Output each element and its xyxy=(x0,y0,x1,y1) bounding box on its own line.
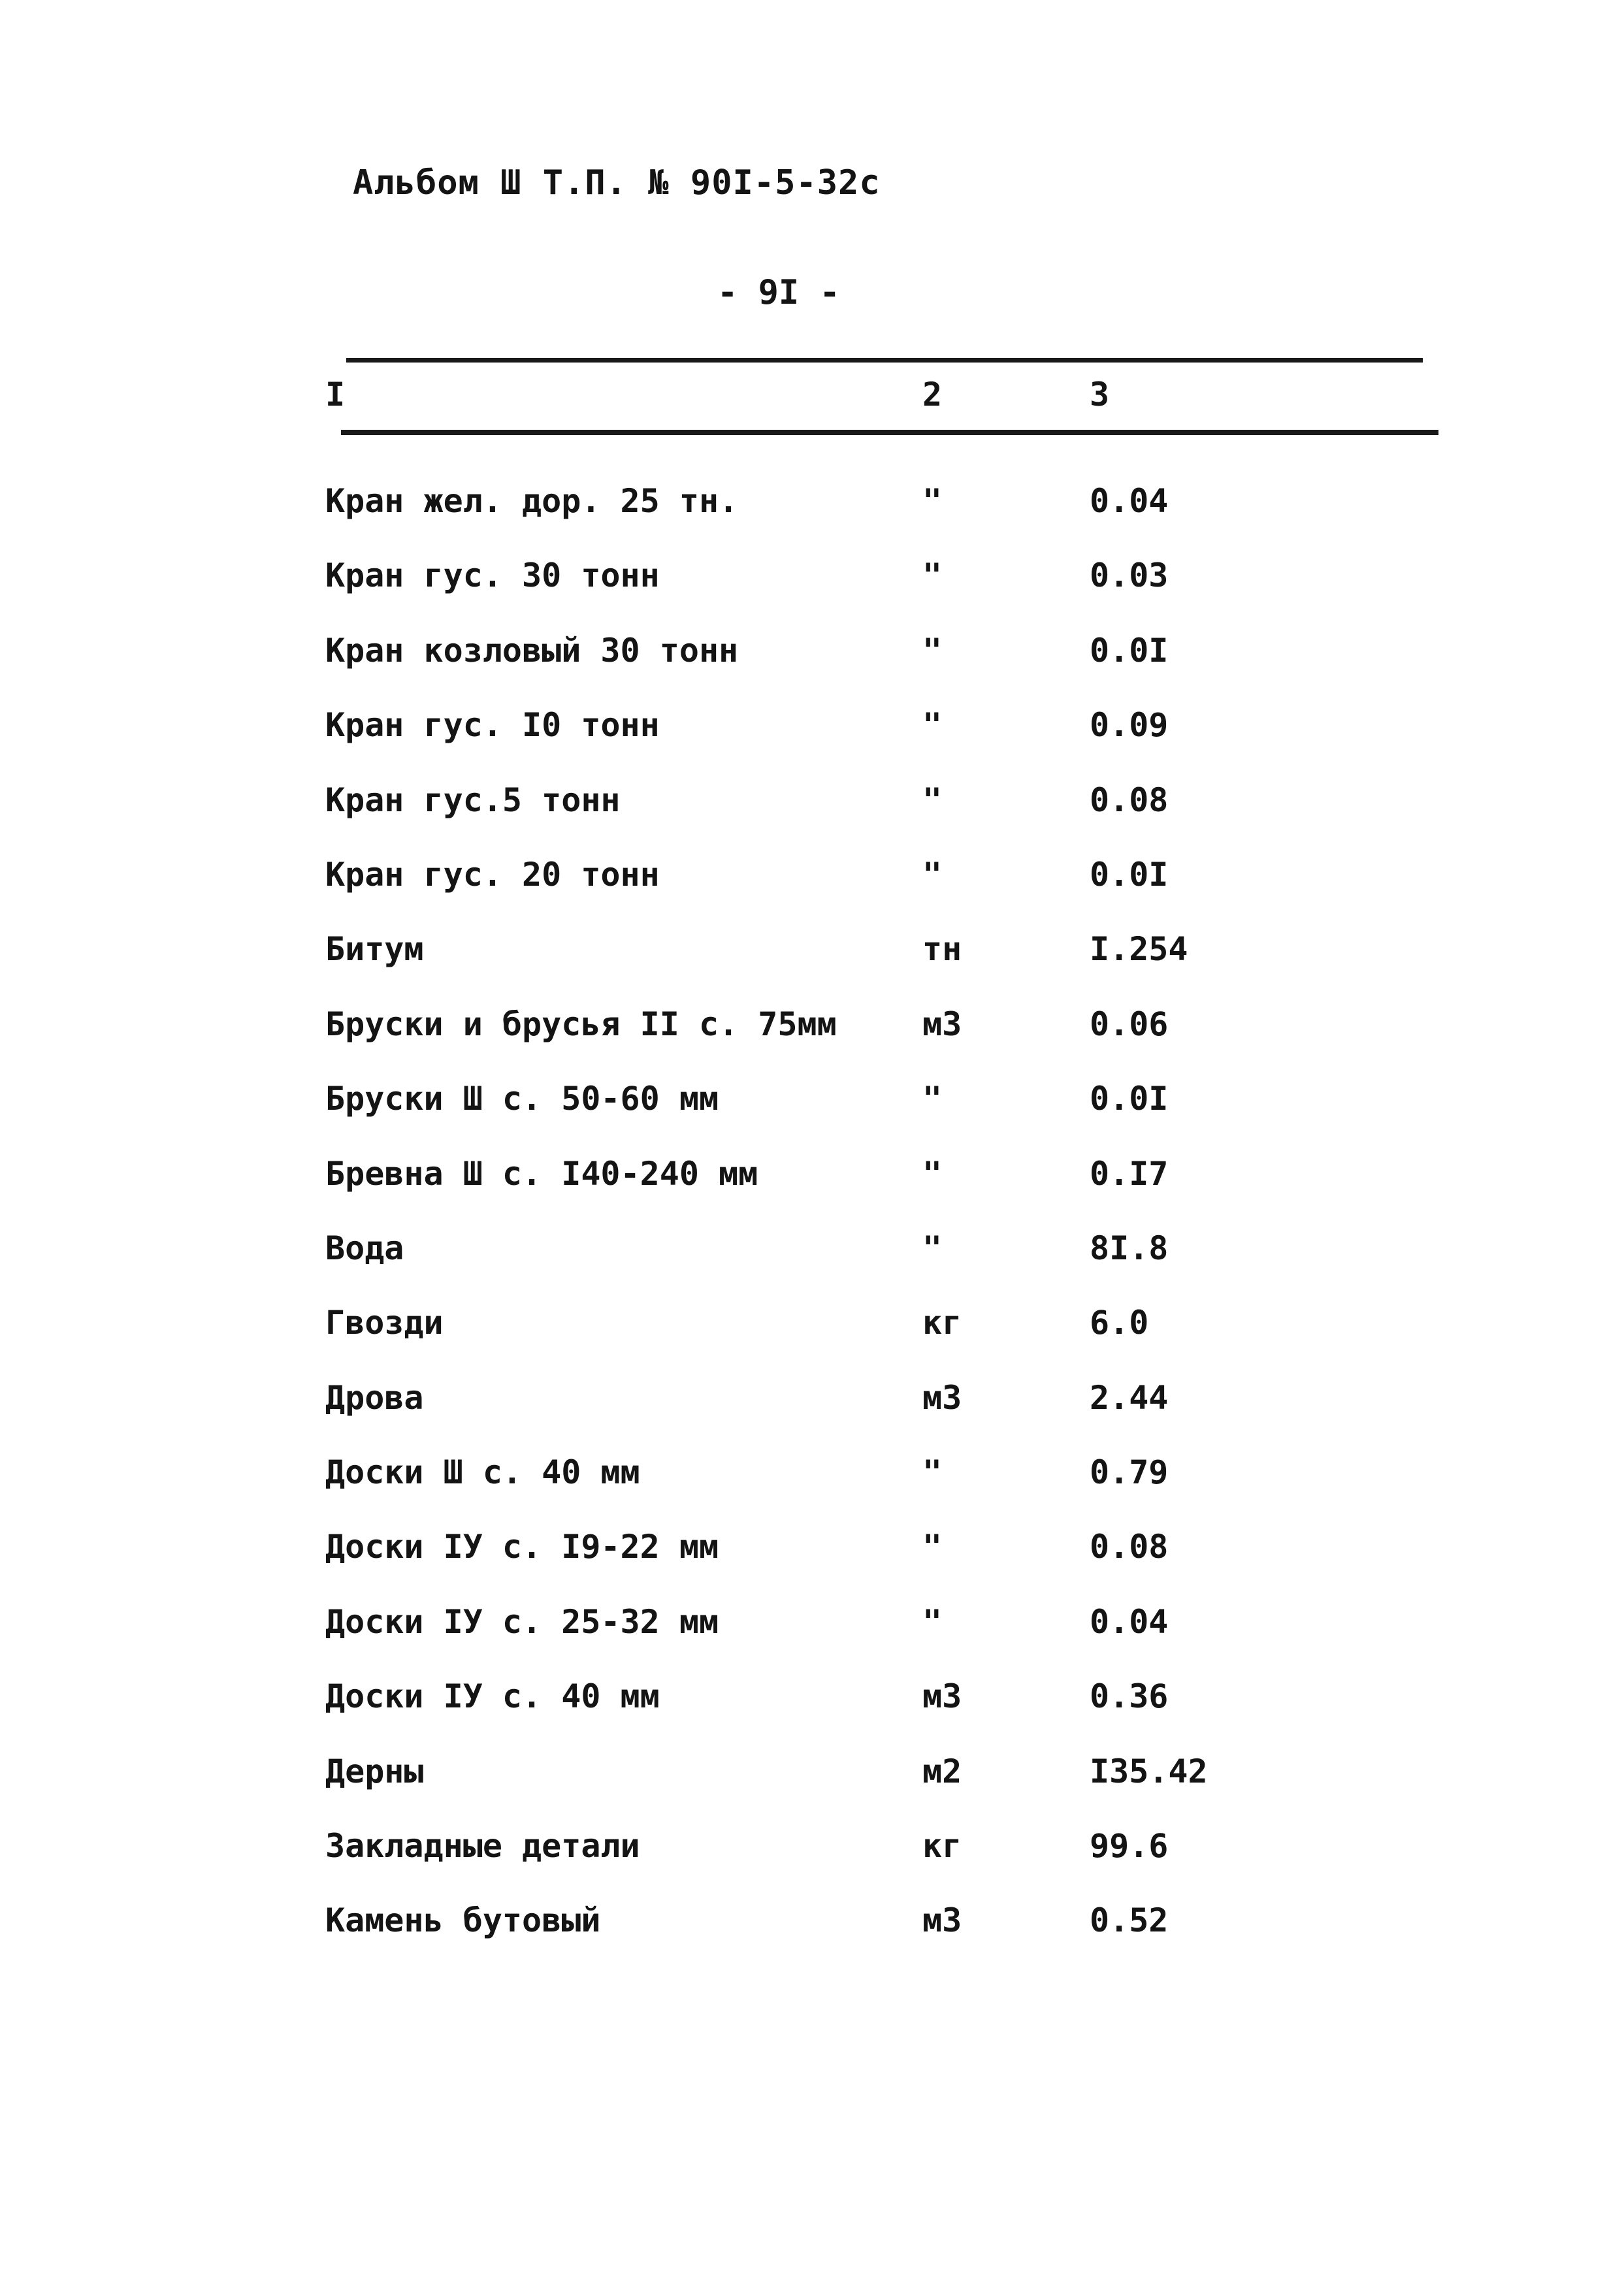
unit-cell: " xyxy=(922,1080,943,1118)
unit-cell: " xyxy=(922,482,943,520)
quantity-cell: I.254 xyxy=(1090,930,1188,969)
table-row xyxy=(0,1292,1624,1366)
material-name: Дерны xyxy=(325,1752,424,1790)
material-name: Кран козловый 30 тонн xyxy=(325,631,739,670)
table-row xyxy=(0,1367,1624,1442)
table-row xyxy=(0,1666,1624,1740)
table-row xyxy=(0,620,1624,694)
material-name: Бревна Ш с. I40-240 мм xyxy=(325,1154,758,1193)
material-name: Доски IУ с. I9-22 мм xyxy=(325,1528,719,1566)
unit-cell: " xyxy=(922,855,943,894)
material-name: Вода xyxy=(325,1229,404,1267)
quantity-cell: 0.09 xyxy=(1090,706,1169,745)
quantity-cell: 2.44 xyxy=(1090,1378,1169,1417)
quantity-cell: 0.08 xyxy=(1090,781,1169,819)
quantity-cell: 0.0I xyxy=(1090,1080,1169,1118)
unit-cell: тн xyxy=(922,930,962,969)
quantity-cell: 0.0I xyxy=(1090,855,1169,894)
table-header xyxy=(0,376,1624,421)
material-name: Дрова xyxy=(325,1378,424,1417)
album-header: Альбом Ш Т.П. № 90I-5-32с xyxy=(353,163,881,202)
unit-cell: " xyxy=(922,781,943,819)
table-row xyxy=(0,918,1624,993)
quantity-cell: 0.I7 xyxy=(1090,1154,1169,1193)
material-name: Камень бутовый xyxy=(325,1901,601,1940)
table-row xyxy=(0,545,1624,619)
quantity-cell: 0.04 xyxy=(1090,482,1169,520)
unit-cell: м3 xyxy=(922,1005,962,1043)
quantity-cell: 8I.8 xyxy=(1090,1229,1169,1267)
unit-cell: м3 xyxy=(922,1901,962,1940)
table-row xyxy=(0,1442,1624,1516)
material-name: Доски IУ с. 40 мм xyxy=(325,1677,660,1716)
table-row xyxy=(0,1143,1624,1218)
unit-cell: " xyxy=(922,1229,943,1267)
quantity-cell: 99.6 xyxy=(1090,1827,1169,1866)
unit-cell: м3 xyxy=(922,1378,962,1417)
table-row xyxy=(0,470,1624,545)
material-name: Закладные детали xyxy=(325,1827,640,1866)
unit-cell: кг xyxy=(922,1304,962,1342)
material-name: Кран жел. дор. 25 тн. xyxy=(325,482,739,520)
material-name: Гвозди xyxy=(325,1304,444,1342)
table-row xyxy=(0,1815,1624,1890)
unit-cell: м2 xyxy=(922,1752,962,1790)
unit-cell: кг xyxy=(922,1827,962,1866)
quantity-cell: 0.04 xyxy=(1090,1602,1169,1641)
table-row xyxy=(0,769,1624,844)
quantity-cell: I35.42 xyxy=(1090,1752,1208,1790)
quantity-cell: 0.06 xyxy=(1090,1005,1169,1043)
table-row xyxy=(0,1068,1624,1142)
table-row xyxy=(0,1218,1624,1292)
column-header-3: 3 xyxy=(1090,376,1110,413)
material-name: Бруски и брусья II с. 75мм xyxy=(325,1005,837,1043)
material-name: Доски Ш с. 40 мм xyxy=(325,1453,640,1492)
material-name: Кран гус.5 тонн xyxy=(325,781,621,819)
material-name: Кран гус. 20 тонн xyxy=(325,855,660,894)
table-row xyxy=(0,1591,1624,1666)
material-name: Кран гус. I0 тонн xyxy=(325,706,660,745)
table-top-rule xyxy=(346,358,1423,363)
quantity-cell: 0.0I xyxy=(1090,631,1169,670)
material-name: Кран гус. 30 тонн xyxy=(325,557,660,595)
table-row xyxy=(0,694,1624,769)
unit-cell: " xyxy=(922,1154,943,1193)
table-row xyxy=(0,1890,1624,1964)
table-body xyxy=(0,470,1624,1965)
unit-cell: " xyxy=(922,1528,943,1566)
table-header-rule xyxy=(341,430,1438,435)
quantity-cell: 6.0 xyxy=(1090,1304,1149,1342)
unit-cell: " xyxy=(922,557,943,595)
unit-cell: " xyxy=(922,1602,943,1641)
material-name: Бруски Ш с. 50-60 мм xyxy=(325,1080,719,1118)
quantity-cell: 0.08 xyxy=(1090,1528,1169,1566)
quantity-cell: 0.36 xyxy=(1090,1677,1169,1716)
quantity-cell: 0.52 xyxy=(1090,1901,1169,1940)
unit-cell: " xyxy=(922,1453,943,1492)
unit-cell: " xyxy=(922,631,943,670)
table-row xyxy=(0,1741,1624,1815)
quantity-cell: 0.03 xyxy=(1090,557,1169,595)
unit-cell: м3 xyxy=(922,1677,962,1716)
table-row xyxy=(0,844,1624,918)
material-name: Доски IУ с. 25-32 мм xyxy=(325,1602,719,1641)
material-name: Битум xyxy=(325,930,424,969)
table-row xyxy=(0,994,1624,1068)
column-header-2: 2 xyxy=(922,376,943,413)
unit-cell: " xyxy=(922,706,943,745)
page-number: - 9I - xyxy=(717,273,840,312)
table-row xyxy=(0,1516,1624,1591)
column-header-1: I xyxy=(325,376,346,413)
quantity-cell: 0.79 xyxy=(1090,1453,1169,1492)
